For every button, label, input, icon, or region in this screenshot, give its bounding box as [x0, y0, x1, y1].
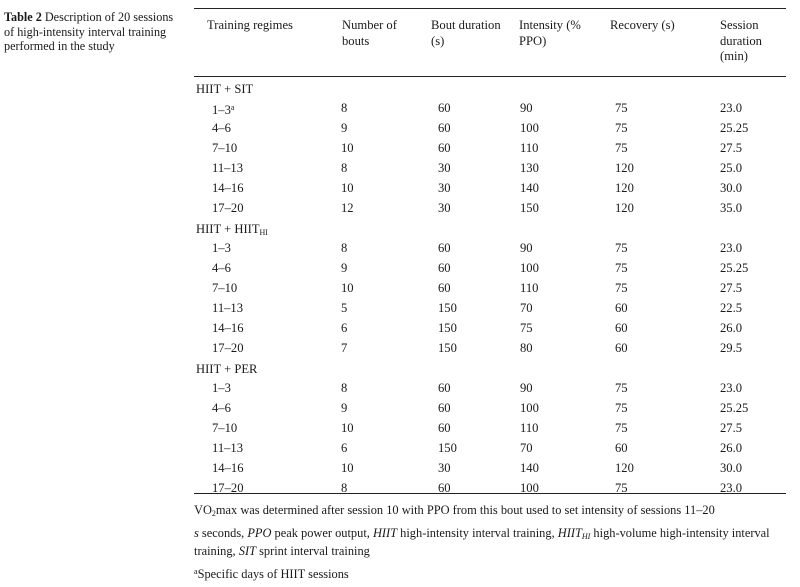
cell-number-of-bouts: 9 — [341, 260, 348, 275]
cell-session-duration: 23.0 — [720, 241, 743, 255]
cell-bout-duration: 60 — [438, 381, 451, 395]
cell-bout-duration: 30 — [438, 160, 451, 175]
cell-recovery: 75 — [615, 400, 628, 415]
cell-regime-sessions: 11–13 — [212, 440, 244, 455]
cell-number-of-bouts: 10 — [341, 180, 354, 195]
cell-recovery: 75 — [615, 420, 628, 435]
cell-intensity: 100 — [520, 400, 539, 415]
cell-bout-duration: 30 — [438, 460, 451, 475]
header-bout-duration: Bout duration (s) — [431, 18, 501, 48]
cell-intensity: 80 — [520, 340, 533, 355]
table-row — [194, 139, 786, 157]
header-intensity: Intensity (% PPO) — [519, 18, 581, 48]
cell-bout-duration: 150 — [438, 340, 457, 355]
cell-bout-duration: 150 — [438, 320, 457, 335]
table-row — [194, 319, 786, 337]
cell-bout-duration: 150 — [438, 440, 457, 455]
cell-regime-sessions: 14–16 — [212, 180, 244, 195]
table-bottom-rule — [194, 493, 786, 494]
cell-bout-duration: 60 — [438, 280, 451, 295]
cell-intensity: 70 — [520, 440, 533, 455]
cell-recovery: 75 — [615, 280, 628, 295]
abbrev-term: PPO — [247, 526, 272, 540]
cell-session-duration: 26.0 — [720, 320, 743, 335]
cell-intensity: 75 — [520, 320, 533, 335]
table-row — [194, 459, 786, 477]
section-title: HIIT + $HIIT_{HI}$ — [196, 222, 268, 237]
cell-intensity: 70 — [520, 300, 533, 315]
cell-number-of-bouts: 8 — [341, 381, 348, 395]
section-title: HIIT + PER — [196, 362, 258, 376]
cell-session-duration: 27.5 — [720, 140, 743, 155]
cell-intensity: 90 — [520, 381, 533, 395]
table-row — [194, 419, 786, 437]
cell-number-of-bouts: 9 — [341, 400, 348, 415]
table-row — [194, 299, 786, 317]
cell-session-duration: 29.5 — [720, 340, 743, 355]
header-training-regimes: Training regimes — [207, 18, 293, 32]
table-row — [194, 179, 786, 197]
cell-intensity: 90 — [520, 101, 533, 115]
cell-recovery: 75 — [615, 260, 628, 275]
abbrev-definition: high-volume high-intensity interval training, — [194, 526, 770, 558]
table-row — [194, 399, 786, 417]
cell-regime-sessions: 7–10 — [212, 140, 238, 155]
cell-intensity: 140 — [520, 180, 539, 195]
cell-session-duration: 25.25 — [720, 400, 749, 415]
cell-regime-sessions: 17–20 — [212, 200, 244, 215]
cell-intensity: 140 — [520, 460, 539, 475]
table-top-rule — [194, 8, 786, 9]
cell-session-duration: 23.0 — [720, 381, 743, 395]
cell-intensity: 90 — [520, 241, 533, 255]
cell-number-of-bouts: 8 — [341, 241, 348, 255]
cell-recovery: 75 — [615, 480, 628, 495]
cell-recovery: 120 — [615, 160, 634, 175]
table-notes — [194, 503, 786, 587]
table-row — [194, 159, 786, 177]
data-table — [194, 8, 786, 498]
note-footnote: $^a$Specific days of HIIT sessions — [194, 567, 349, 581]
cell-recovery: 120 — [615, 200, 634, 215]
table-caption — [4, 10, 184, 54]
cell-intensity: 100 — [520, 260, 539, 275]
cell-recovery: 60 — [615, 320, 628, 335]
table-row — [194, 339, 786, 357]
cell-regime-sessions: 1–3$^a$ — [212, 103, 235, 117]
cell-regime-sessions: 4–6 — [212, 400, 231, 415]
cell-recovery: 60 — [615, 440, 628, 455]
cell-session-duration: 25.25 — [720, 120, 749, 135]
cell-session-duration: 30.0 — [720, 180, 743, 195]
header-recovery: Recovery (s) — [610, 18, 675, 32]
cell-bout-duration: 60 — [438, 480, 451, 495]
cell-regime-sessions: 4–6 — [212, 260, 231, 275]
table-row — [194, 439, 786, 457]
cell-regime-sessions: 17–20 — [212, 340, 244, 355]
table-row — [194, 259, 786, 277]
cell-recovery: 75 — [615, 381, 628, 395]
cell-session-duration: 27.5 — [720, 420, 743, 435]
cell-recovery: 75 — [615, 120, 628, 135]
table-row — [194, 99, 786, 117]
table-row — [194, 279, 786, 297]
table-row — [194, 119, 786, 137]
cell-session-duration: 30.0 — [720, 460, 743, 475]
cell-bout-duration: 150 — [438, 300, 457, 315]
abbrev-definition: sprint interval training — [255, 544, 370, 558]
table-row — [194, 239, 786, 257]
cell-regime-sessions: 11–13 — [212, 160, 244, 175]
cell-bout-duration: 60 — [438, 420, 451, 435]
cell-recovery: 60 — [615, 340, 628, 355]
cell-regime-sessions: 11–13 — [212, 300, 244, 315]
cell-number-of-bouts: 8 — [341, 101, 348, 115]
cell-bout-duration: 60 — [438, 400, 451, 415]
abbrev-term: HIIT — [557, 526, 582, 540]
cell-regime-sessions: 1–3 — [212, 381, 231, 395]
cell-session-duration: 35.0 — [720, 200, 743, 215]
abbrev-term: SIT — [238, 544, 256, 558]
cell-regime-sessions: 1–3 — [212, 241, 231, 255]
cell-number-of-bouts: 8 — [341, 480, 348, 495]
cell-number-of-bouts: 8 — [341, 160, 348, 175]
cell-number-of-bouts: 12 — [341, 200, 354, 215]
cell-session-duration: 23.0 — [720, 101, 743, 115]
caption-label: Table 2 — [4, 10, 42, 24]
cell-session-duration: 25.0 — [720, 160, 743, 175]
cell-number-of-bouts: 6 — [341, 440, 348, 455]
cell-regime-sessions: 14–16 — [212, 460, 244, 475]
cell-recovery: 75 — [615, 241, 628, 255]
cell-number-of-bouts: 9 — [341, 120, 348, 135]
table-header-rule — [194, 76, 786, 77]
cell-session-duration: 23.0 — [720, 480, 743, 495]
cell-recovery: 60 — [615, 300, 628, 315]
cell-recovery: 120 — [615, 460, 634, 475]
section-title: HIIT + SIT — [196, 82, 254, 96]
cell-bout-duration: 60 — [438, 120, 451, 135]
note-vo2max: $VO_2\max$ was determined after session 10 with PPO from this bout used to set intensity of sessions 11–20 — [194, 503, 715, 518]
cell-bout-duration: 30 — [438, 180, 451, 195]
cell-intensity: 110 — [520, 420, 539, 435]
cell-intensity: 100 — [520, 480, 539, 495]
cell-bout-duration: 60 — [438, 241, 451, 255]
cell-bout-duration: 60 — [438, 140, 451, 155]
cell-intensity: 130 — [520, 160, 539, 175]
cell-regime-sessions: 4–6 — [212, 120, 231, 135]
cell-regime-sessions: 14–16 — [212, 320, 244, 335]
cell-number-of-bouts: 7 — [341, 340, 348, 355]
caption-text: Description of 20 sessions of high-intensity interval training performed in the study — [4, 10, 174, 53]
cell-intensity: 110 — [520, 140, 539, 155]
cell-recovery: 120 — [615, 180, 634, 195]
cell-number-of-bouts: 5 — [341, 300, 348, 315]
cell-bout-duration: 30 — [438, 200, 451, 215]
cell-session-duration: 27.5 — [720, 280, 743, 295]
abbrev-term: HIIT — [372, 526, 398, 540]
table-row — [194, 199, 786, 217]
cell-bout-duration: 60 — [438, 101, 451, 115]
cell-number-of-bouts: 10 — [341, 420, 354, 435]
cell-recovery: 75 — [615, 140, 628, 155]
table-row — [194, 379, 786, 397]
cell-session-duration: 25.25 — [720, 260, 749, 275]
header-number-of-bouts: Number of bouts — [342, 18, 397, 48]
cell-recovery: 75 — [615, 101, 628, 115]
abbrev-definition: seconds, — [198, 526, 248, 540]
cell-number-of-bouts: 10 — [341, 280, 354, 295]
cell-intensity: 150 — [520, 200, 539, 215]
abbrev-term: s — [194, 526, 199, 540]
cell-session-duration: 26.0 — [720, 440, 743, 455]
abbrev-definition: peak power output, — [271, 526, 373, 540]
cell-regime-sessions: 7–10 — [212, 280, 238, 295]
cell-number-of-bouts: 10 — [341, 140, 354, 155]
cell-intensity: 100 — [520, 120, 539, 135]
cell-regime-sessions: 7–10 — [212, 420, 238, 435]
cell-number-of-bouts: 10 — [341, 460, 354, 475]
cell-intensity: 110 — [520, 280, 539, 295]
note-abbreviations: s seconds, PPO peak power output, HIIT high-intensity interval training, $HIIT_{HI}$ high-volume high-intensity interval training, SIT sprint interval training — [194, 526, 770, 558]
abbrev-definition: high-intensity interval training, — [397, 526, 558, 540]
header-session-duration: Session duration (min) — [720, 18, 762, 63]
cell-number-of-bouts: 6 — [341, 320, 348, 335]
cell-session-duration: 22.5 — [720, 300, 743, 315]
cell-regime-sessions: 17–20 — [212, 480, 244, 495]
cell-bout-duration: 60 — [438, 260, 451, 275]
